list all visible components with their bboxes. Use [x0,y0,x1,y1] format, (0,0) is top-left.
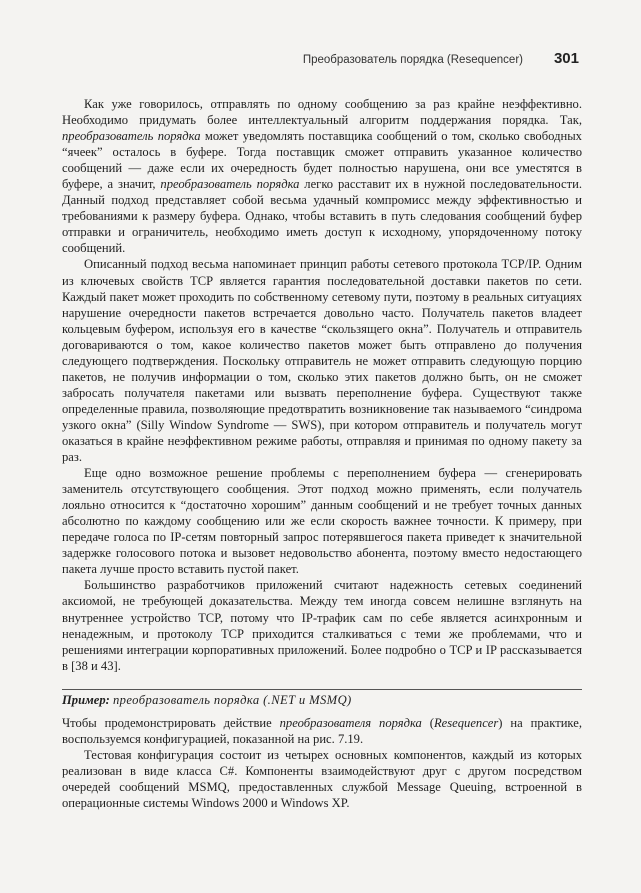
example-title: преобразователь порядка (.NET и MSMQ) [112,693,352,707]
paragraph-1-text-a: Как уже говорилось, отправлять по одному сообщению за раз крайне неэффективно. Необходимо придумать более интеллектуальный алгоритм поддержания порядка. Так, [62,97,582,128]
section-divider [62,689,582,690]
example-paragraph-1-text-a: Чтобы продемонстрировать действие [62,716,280,730]
paragraph-1 [62,96,582,256]
example-heading [62,692,352,708]
example-paragraph-1 [62,715,582,747]
example-paragraph-1-text-c: ( [421,716,434,730]
body-text [62,96,582,674]
example-paragraph-2: Тестовая конфигурация состоит из четырех основных компонентов, каждый из которых реализован в виде класса C#. Компоненты взаимодействуют друг с другом посредством очередей сообщений MSMQ, предоставленных службой Message Queuing, встроенной в операционные системы Windows 2000 и Windows XP. [62,748,582,811]
term-resequencer: преобразователь порядка [160,177,300,192]
paragraph-1-text-e: легко расставит их в нужной последовательности. Данный подход представляет собой весьма удачный компромисс между эффективностью и требованиями к размеру буфера. Однако, чтобы вставить в путь следования сообщений буфер отправки и ограничитель, необходимо иметь доступ к исходному, упорядоченному потоку сообщений. [62,177,582,256]
example-text [62,715,582,811]
paragraph-4: Большинство разработчиков приложений считают надежность сетевых соединений аксиомой, не требующей доказательства. Между тем иногда совсем нелишне взглянуть на внутреннее устройство TCP, потому что IP-трафик сам по себе является асинхронным и ненадежным, и протоколу TCP приходится сталкиваться с теми же проблемами, что и решениями интеграции корпоративных приложений. Более подробно о TCP и IP рассказывается в [38 и 43]. [62,578,582,673]
term-resequencer-en: Resequencer [433,716,499,730]
example-label: Пример: [62,693,110,707]
paragraph-1-text-c: может уведомлять поставщика сообщений о том, сколько свободных “ячеек” осталось в буфере. Тогда поставщик сможет отправить указанное количество сообщений — даже если их очередность будет полностью нарушена, они все уместятся в буфере, а значит, [62,129,582,192]
page-number: 301 [553,50,579,67]
paragraph-2: Описанный подход весьма напоминает принцип работы сетевого протокола TCP/IP. Одним из ключевых свойств TCP является гарантия последовательной доставки пакетов по сети. Каждый пакет может проходить по собственному сетевому пути, поэтому в реальных ситуациях нарушение очередности пакетов встречается довольно часто. Получатель пакетов владеет кольцевым буфером, используя его в качестве “скользящего окна”. Получатель и отправитель договариваются о том, какое количество пакетов может быть отправлено до получения следующего подтверждения. Поскольку отправитель не может отправить следующую порцию пакетов, не получив информации о том, сколько этих пакетов должно быть, он не сможет забросать получателя пакетами или вызвать переполнение буфера. Существуют также определенные правила, позволяющие предотвратить возникновение так называемого “синдрома узкого окна” (Silly Window Syndrome — SWS), при котором отправитель и получатель могут оказаться в крайне неэффективном режиме работы, отправляя и принимая по одному пакету за раз. [62,257,582,465]
paragraph-3: Еще одно возможное решение проблемы с переполнением буфера — сгенерировать заменитель отсутствующего сообщения. Этот подход можно применять, если получатель лояльно относится к “достаточно хорошим” данным сообщений и не требует точных данных абсолютно по каждому сообщению или же если скорость важнее точности. К примеру, при передаче голоса по IP-сетям повторный запрос потерявшегося пакета приведет к значительной задержке голосового потока и вызовет недовольство абонента, поэтому вместо недостающего пакета лучше просто вставить пустой пакет. [62,466,582,577]
term-resequencer: преобразователя порядка [279,716,422,730]
running-head [0,50,641,74]
running-title: Преобразователь порядка (Resequencer) [302,54,523,66]
example-paragraph-1-text-e: ) на практике, воспользуемся конфигурацией, показанной на рис. 7.19. [62,716,582,747]
term-resequencer: преобразователь порядка [62,129,201,144]
